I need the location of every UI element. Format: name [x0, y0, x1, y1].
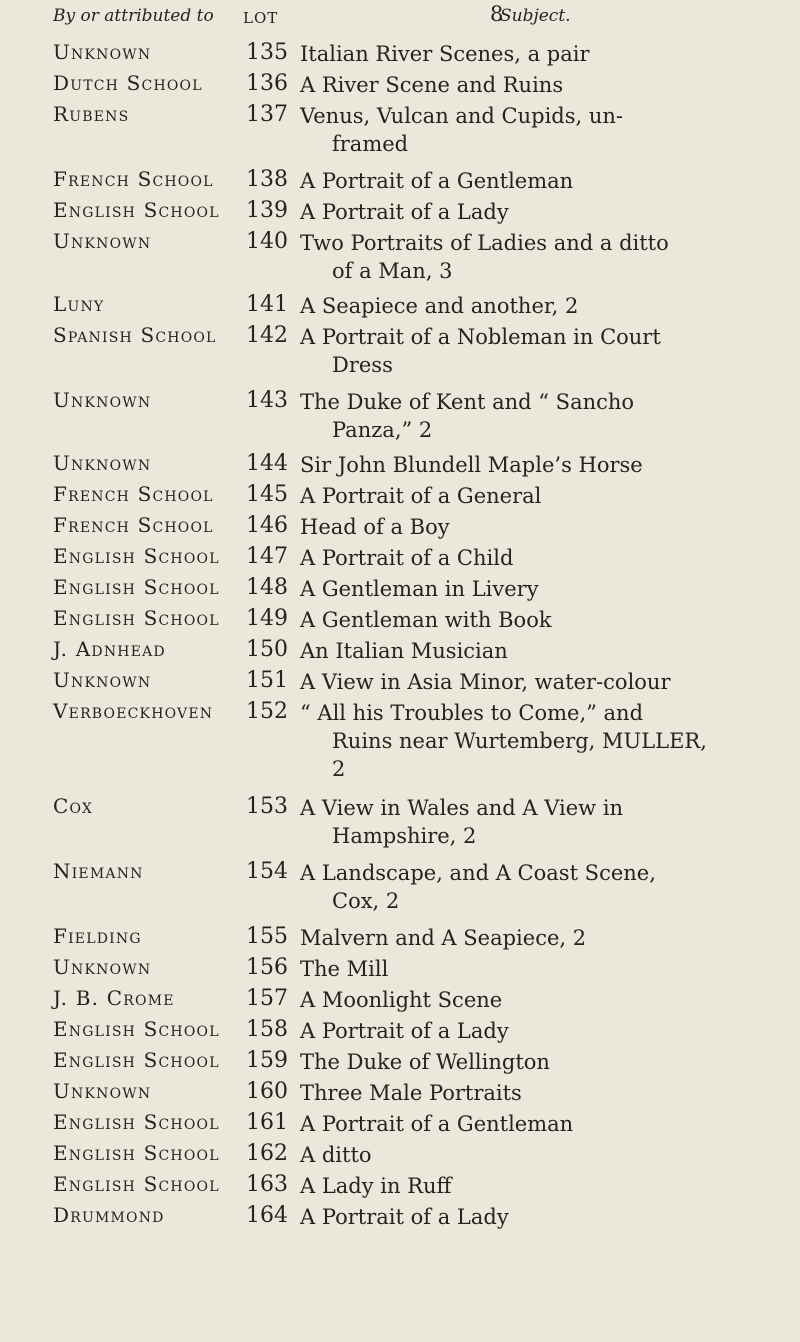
subject-line: “ All his Troubles to Come,” and	[300, 701, 644, 725]
subject-line: A Portrait of a Gentleman	[300, 169, 574, 193]
artist-name: French School	[53, 513, 214, 537]
subject-line: A Landscape, and A Coast Scene,	[300, 861, 656, 885]
lot-number: 158	[246, 1017, 288, 1042]
column-header-lot: LOT	[243, 9, 279, 27]
artist-name: English School	[53, 1172, 220, 1196]
column-header-subject: Subject.	[500, 6, 571, 26]
lot-subject	[300, 794, 790, 850]
subject-line: Sir John Blundell Maple’s Horse	[300, 453, 643, 477]
subject-line: A View in Asia Minor, water-colour	[300, 670, 671, 694]
subject-line: Malvern and A Seapiece, 2	[300, 926, 587, 950]
lot-number: 154	[246, 859, 288, 884]
lot-subject	[300, 167, 790, 195]
artist-name: Unknown	[53, 229, 152, 253]
subject-line: A River Scene and Ruins	[300, 73, 564, 97]
lot-number: 150	[246, 637, 288, 662]
lot-number: 141	[246, 292, 288, 317]
artist-name: English School	[53, 1017, 220, 1041]
lot-subject	[300, 323, 790, 379]
artist-name: Cox	[53, 794, 94, 818]
subject-line: A Lady in Ruff	[300, 1174, 452, 1198]
lot-number: 135	[246, 40, 288, 65]
subject-line: The Duke of Wellington	[300, 1050, 550, 1074]
lot-number: 161	[246, 1110, 288, 1135]
lot-subject	[300, 1203, 790, 1231]
page-number: 8	[490, 2, 504, 26]
lot-subject	[300, 955, 790, 983]
lot-number: 164	[246, 1203, 288, 1228]
lot-number: 155	[246, 924, 288, 949]
artist-name: English School	[53, 544, 220, 568]
subject-line: Head of a Boy	[300, 515, 450, 539]
artist-name: French School	[53, 482, 214, 506]
lot-number: 156	[246, 955, 288, 980]
subject-line: A Portrait of a Gentleman	[300, 1112, 574, 1136]
subject-line: framed	[332, 132, 409, 156]
artist-name: French School	[53, 167, 214, 191]
subject-line: A Portrait of a Lady	[300, 1019, 509, 1043]
lot-number: 139	[246, 198, 288, 223]
artist-name: English School	[53, 1048, 220, 1072]
lot-subject	[300, 102, 790, 158]
lot-subject	[300, 388, 790, 444]
lot-number: 137	[246, 102, 288, 127]
artist-name: Unknown	[53, 388, 152, 412]
subject-line: A Portrait of a Lady	[300, 1205, 509, 1229]
subject-line: Italian River Scenes, a pair	[300, 42, 590, 66]
lot-subject	[300, 40, 790, 68]
lot-number: 146	[246, 513, 288, 538]
lot-subject	[300, 606, 790, 634]
artist-name: English School	[53, 198, 220, 222]
artist-name: Rubens	[53, 102, 130, 126]
lot-subject	[300, 1172, 790, 1200]
subject-line: Three Male Portraits	[300, 1081, 522, 1105]
artist-name: Unknown	[53, 955, 152, 979]
subject-line: of a Man, 3	[332, 259, 453, 283]
artist-name: Fielding	[53, 924, 142, 948]
subject-line: The Duke of Kent and “ Sancho	[300, 390, 635, 414]
subject-line: A ditto	[300, 1143, 372, 1167]
artist-name: Luny	[53, 292, 105, 316]
subject-line: A Portrait of a Lady	[300, 200, 509, 224]
artist-name: Drummond	[53, 1203, 165, 1227]
subject-line: A Portrait of a General	[300, 484, 542, 508]
artist-name: English School	[53, 606, 220, 630]
lot-subject	[300, 1110, 790, 1138]
lot-number: 151	[246, 668, 288, 693]
artist-name: English School	[53, 575, 220, 599]
lot-subject	[300, 544, 790, 572]
lot-number: 149	[246, 606, 288, 631]
subject-line: An Italian Musician	[300, 639, 508, 663]
lot-subject	[300, 575, 790, 603]
artist-name: J. Adnhead	[53, 637, 166, 661]
lot-subject	[300, 482, 790, 510]
lot-subject	[300, 292, 790, 320]
lot-subject	[300, 198, 790, 226]
artist-name: Dutch School	[53, 71, 203, 95]
subject-line: Cox, 2	[332, 889, 400, 913]
lot-subject	[300, 924, 790, 952]
subject-line: The Mill	[300, 957, 389, 981]
artist-name: Unknown	[53, 40, 152, 64]
artist-name: Unknown	[53, 451, 152, 475]
lot-number: 157	[246, 986, 288, 1011]
lot-number: 140	[246, 229, 288, 254]
lot-number: 159	[246, 1048, 288, 1073]
subject-line: A Portrait of a Nobleman in Court	[300, 325, 661, 349]
lot-number: 148	[246, 575, 288, 600]
lot-number: 138	[246, 167, 288, 192]
artist-name: English School	[53, 1110, 220, 1134]
lot-number: 163	[246, 1172, 288, 1197]
lot-subject	[300, 229, 790, 285]
lot-subject	[300, 1048, 790, 1076]
subject-line: Two Portraits of Ladies and a ditto	[300, 231, 669, 255]
lot-subject	[300, 859, 790, 915]
lot-subject	[300, 668, 790, 696]
lot-subject	[300, 513, 790, 541]
subject-line: A Moonlight Scene	[300, 988, 503, 1012]
column-header-artist: By or attributed to	[53, 6, 214, 26]
artist-name: Verboeckhoven	[53, 699, 214, 723]
subject-line: A Gentleman with Book	[300, 608, 552, 632]
subject-line: 2	[332, 757, 346, 781]
subject-line: A View in Wales and A View in	[300, 796, 624, 820]
lot-number: 152	[246, 699, 288, 724]
subject-line: Venus, Vulcan and Cupids, un-	[300, 104, 624, 128]
lot-number: 153	[246, 794, 288, 819]
lot-number: 136	[246, 71, 288, 96]
subject-line: Panza,” 2	[332, 418, 433, 442]
subject-line: Dress	[332, 353, 393, 377]
lot-subject	[300, 71, 790, 99]
subject-line: A Seapiece and another, 2	[300, 294, 579, 318]
lot-number: 144	[246, 451, 288, 476]
artist-name: Unknown	[53, 1079, 152, 1103]
subject-line: Ruins near Wurtemberg, MULLER,	[332, 729, 707, 753]
lot-number: 162	[246, 1141, 288, 1166]
lot-subject	[300, 986, 790, 1014]
lot-subject	[300, 1141, 790, 1169]
subject-line: A Gentleman in Livery	[300, 577, 539, 601]
artist-name: Spanish School	[53, 323, 217, 347]
lot-number: 143	[246, 388, 288, 413]
lot-number: 142	[246, 323, 288, 348]
artist-name: English School	[53, 1141, 220, 1165]
lot-subject	[300, 637, 790, 665]
subject-line: Hampshire, 2	[332, 824, 477, 848]
lot-subject	[300, 699, 790, 783]
artist-name: J. B. Crome	[53, 986, 175, 1010]
lot-number: 147	[246, 544, 288, 569]
lot-number: 160	[246, 1079, 288, 1104]
artist-name: Unknown	[53, 668, 152, 692]
lot-number: 145	[246, 482, 288, 507]
lot-subject	[300, 1079, 790, 1107]
subject-line: A Portrait of a Child	[300, 546, 514, 570]
lot-subject	[300, 1017, 790, 1045]
lot-subject	[300, 451, 790, 479]
artist-name: Niemann	[53, 859, 144, 883]
